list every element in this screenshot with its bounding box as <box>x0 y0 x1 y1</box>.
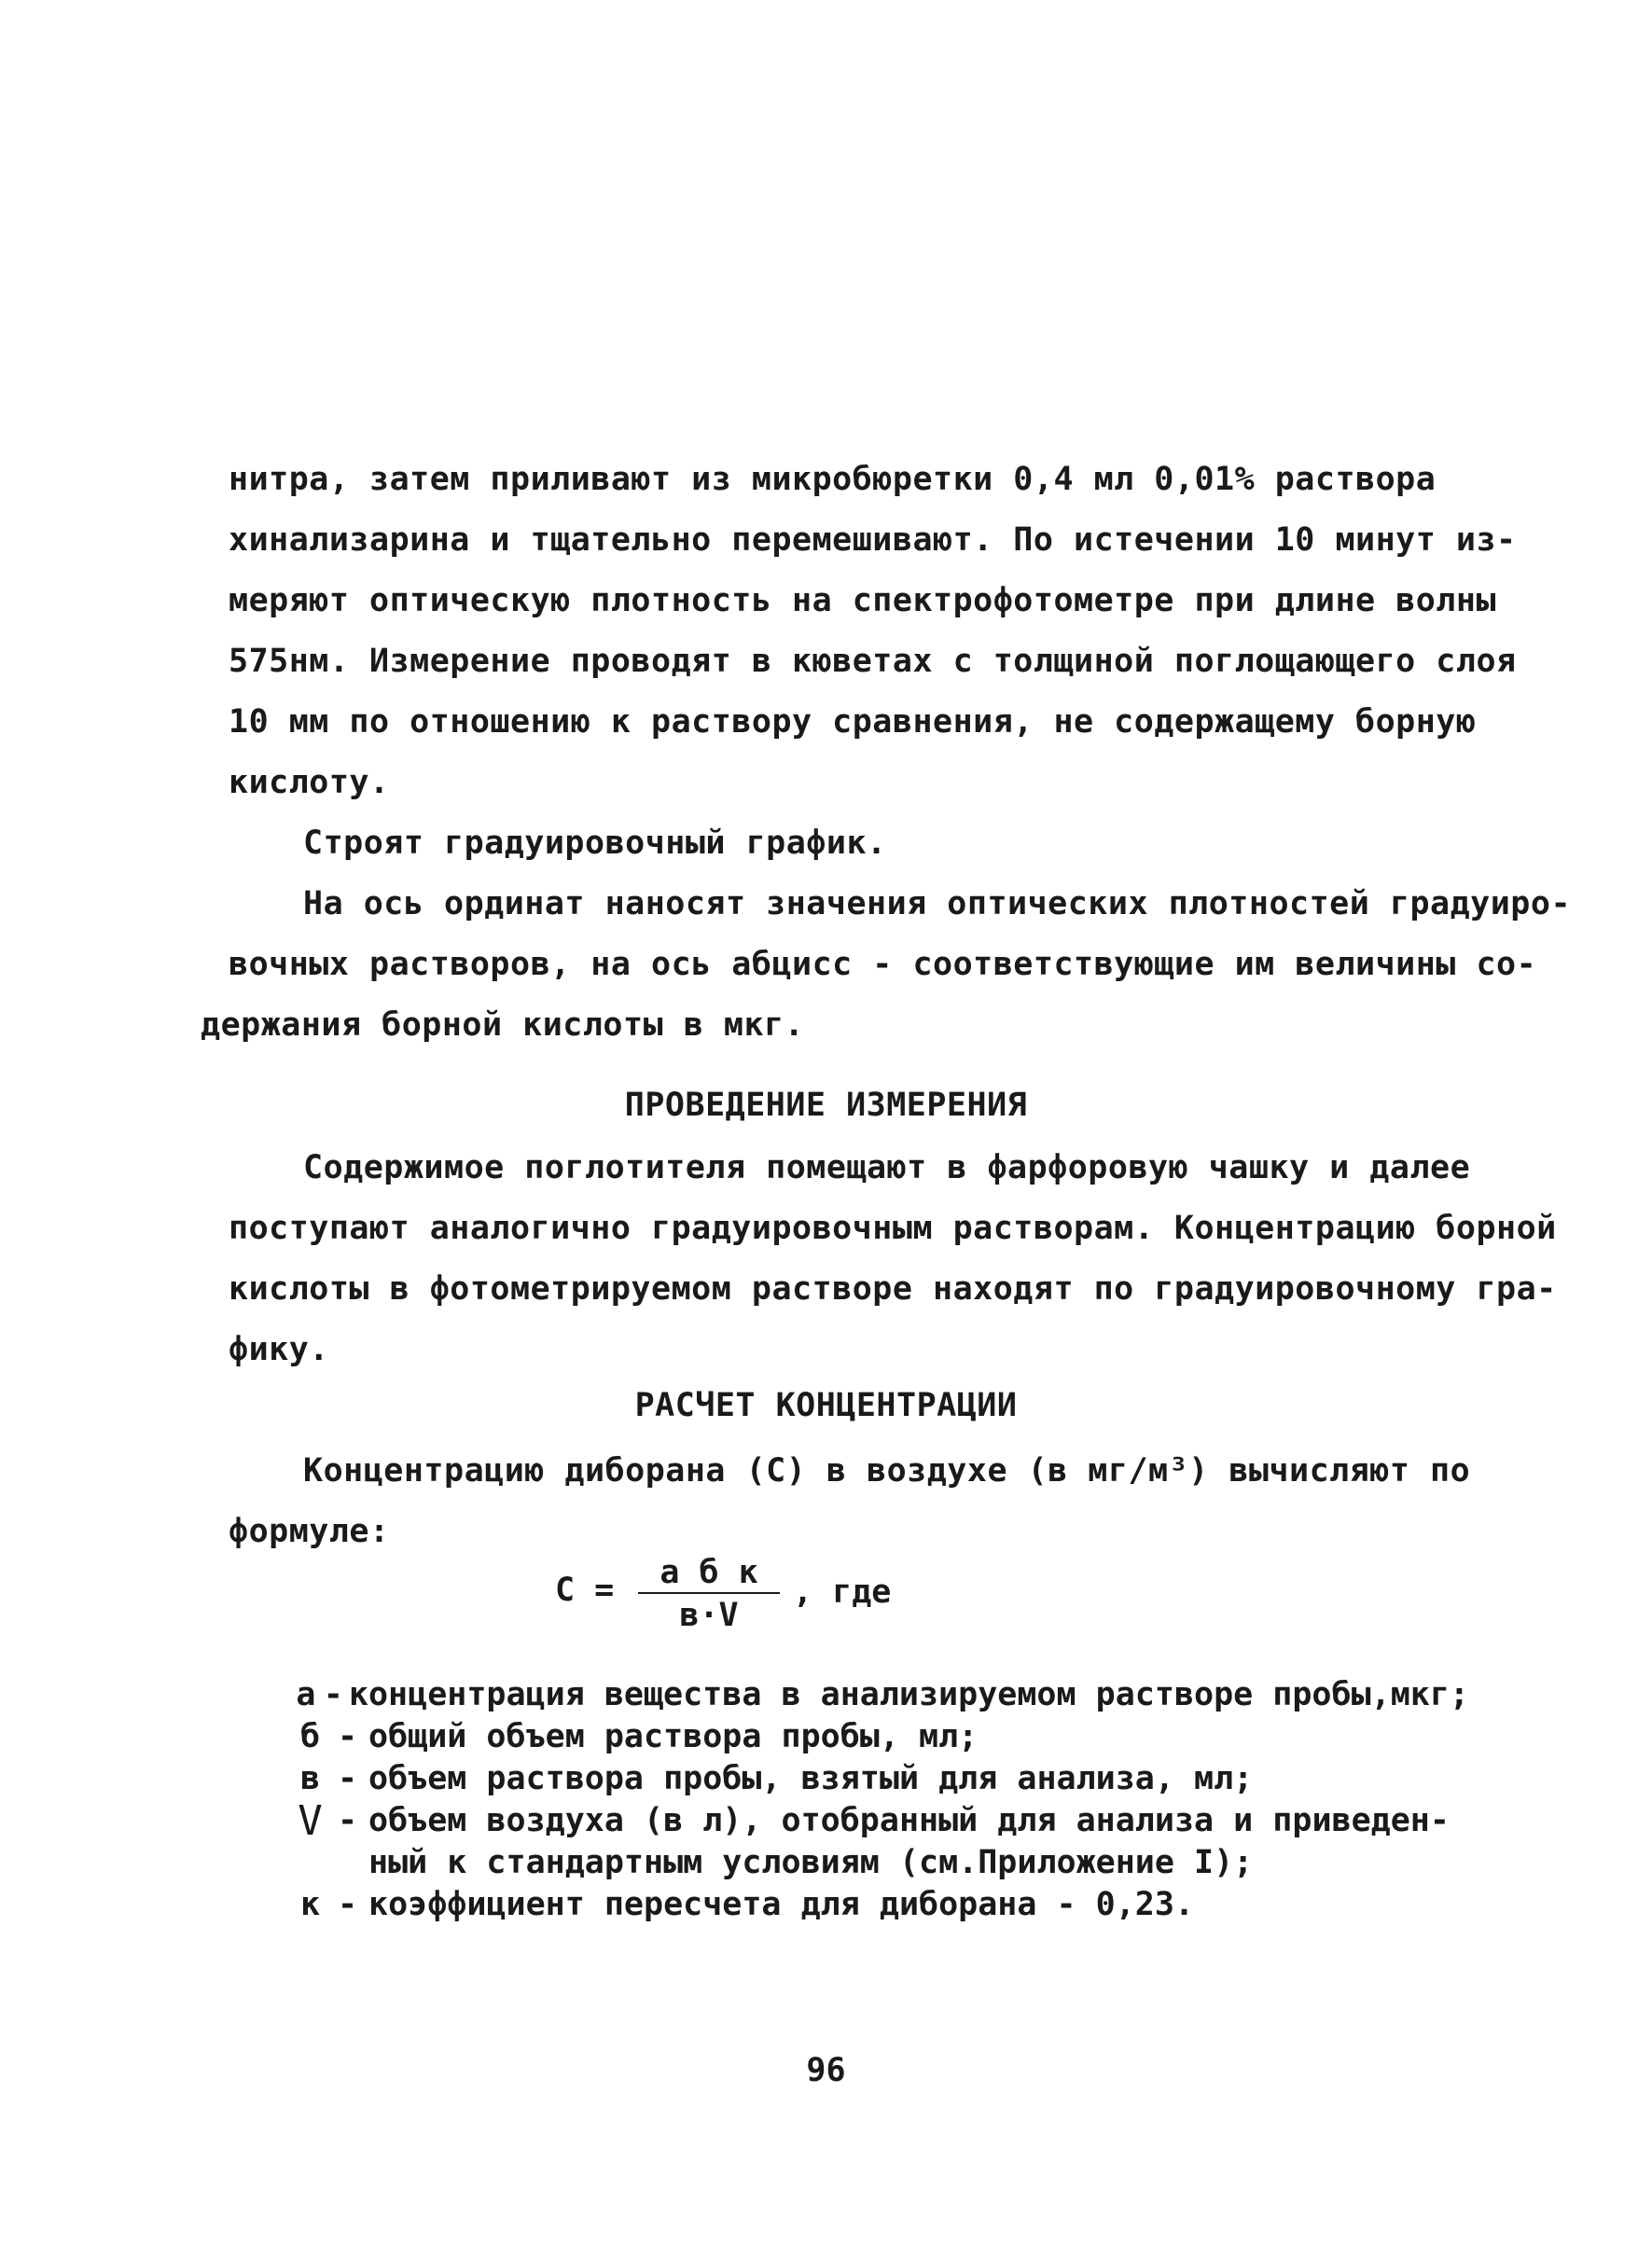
measurement-paragraph <box>229 1138 1557 1380</box>
text-line: кислоты в фотометрируемом растворе находят по градуировочному гра- <box>229 1270 1557 1308</box>
definition-dash: - <box>323 1676 343 1713</box>
definition-symbol: к <box>299 1886 321 1923</box>
text-line: кислоту. <box>229 764 390 801</box>
calculation-paragraph <box>229 1441 1469 1562</box>
definition-symbol: в <box>299 1760 321 1797</box>
text-line: держания борной кислоты в мкг. <box>201 1006 805 1044</box>
text-line: На ось ординат наносят значения оптических плотностей градуиро- <box>303 885 1572 922</box>
definition-dash: - <box>337 1718 358 1755</box>
text-line: вочных растворов, на ось абцисс - соответствующие им величины со- <box>229 946 1537 983</box>
definition-text: объем воздуха (в л), отобранный для анализа и приведен- <box>368 1802 1450 1839</box>
definition-text: общий объем раствора пробы, мл; <box>368 1718 979 1755</box>
page-number: 96 <box>806 2052 846 2089</box>
intro-paragraph <box>201 450 1572 1056</box>
definition-symbol: V <box>298 1797 323 1845</box>
definition-text: коэффициент пересчета для диборана - 0,23. <box>368 1886 1195 1923</box>
text-line: Содержимое поглотителя помещают в фарфоровую чашку и далее <box>303 1149 1471 1186</box>
definition-dash: - <box>337 1760 358 1797</box>
definition-symbol: а <box>296 1676 316 1713</box>
formula-denominator: в·V <box>679 1597 739 1634</box>
text-line: хинализарина и тщательно перемешивают. По истечении 10 минут из- <box>229 521 1517 559</box>
definition-row <box>294 1716 1469 1758</box>
calculation-heading: РАСЧЕТ КОНЦЕНТРАЦИИ <box>634 1387 1018 1424</box>
definition-dash: - <box>337 1886 358 1923</box>
text-line: меряют оптическую плотность на спектрофотометре при длине волны <box>229 582 1497 619</box>
measurement-heading: ПРОВЕДЕНИЕ ИЗМЕРЕНИЯ <box>624 1087 1028 1124</box>
definition-text: объем раствора пробы, взятый для анализа, мл; <box>368 1760 1254 1797</box>
formula-numerator: а б к <box>659 1554 758 1591</box>
text-line: формуле: <box>229 1513 390 1550</box>
text-line: Концентрацию диборана (С) в воздухе (в мг/м³) вычисляют по <box>303 1452 1471 1490</box>
definition-dash: - <box>337 1802 358 1839</box>
variable-definitions <box>294 1674 1469 1926</box>
text-line: нитра, затем приливают из микробюретки 0,4 мл 0,01% раствора <box>229 461 1437 498</box>
definition-row <box>294 1674 1469 1716</box>
definition-continuation: ный к стандартным условиям (см.Приложение I); <box>368 1844 1254 1881</box>
definition-row <box>294 1758 1469 1800</box>
text-line: фику. <box>229 1331 329 1368</box>
definition-row <box>294 1884 1469 1926</box>
definition-row <box>294 1797 1469 1845</box>
definition-symbol: б <box>299 1718 321 1755</box>
text-line: 575нм. Измерение проводят в кюветах с толщиной поглощающего слоя <box>229 643 1517 680</box>
formula-lhs: С = <box>555 1572 615 1609</box>
definition-text: концентрация вещества в анализируемом растворе пробы,мкг; <box>348 1676 1469 1713</box>
text-line: 10 мм по отношению к раствору сравнения, не содержащему борную <box>229 703 1477 741</box>
text-line: поступают аналогично градуировочным растворам. Концентрацию борной <box>229 1210 1557 1247</box>
graph-sentence: Строят градуировочный график. <box>303 825 887 862</box>
formula-suffix: , где <box>793 1573 892 1611</box>
formula-fraction <box>634 1553 784 1637</box>
